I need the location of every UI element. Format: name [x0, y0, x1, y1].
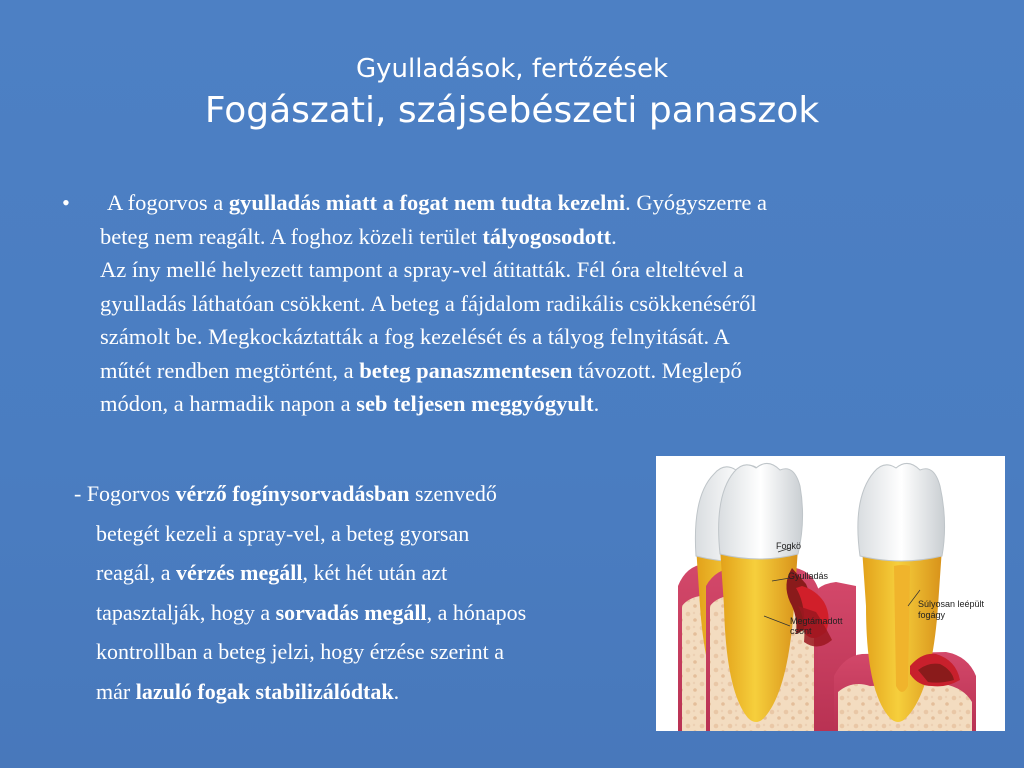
bullet-marker: •	[62, 190, 70, 215]
bold-text: vérzés megáll	[176, 560, 303, 585]
text-span: módon, a harmadik napon a	[100, 391, 357, 416]
bold-text: sorvadás megáll	[275, 599, 427, 625]
bold-text: tályogosodott	[482, 223, 612, 249]
text-span: kontrollban a beteg jelzi, hogy érzése szerint a	[96, 639, 505, 664]
dash-paragraph	[74, 474, 664, 711]
text-line	[74, 474, 664, 514]
bullet-paragraph	[62, 186, 962, 421]
label-fogko: Fogkö	[776, 541, 802, 551]
text-span: betegét kezeli a spray-vel, a beteg gyorsan	[96, 520, 470, 546]
text-line	[100, 253, 962, 287]
text-line	[100, 387, 962, 421]
tooth-diagram-svg	[656, 456, 1005, 731]
bold-text: beteg panaszmentesen	[359, 357, 573, 383]
text-span: már	[96, 678, 136, 704]
text-span: - Fogorvos	[74, 481, 176, 506]
bold-text: lazuló fogak stabilizálódtak	[135, 678, 394, 704]
text-span: .	[393, 678, 400, 704]
title-block	[0, 52, 1024, 134]
bold-text: seb teljesen meggyógyult	[356, 391, 594, 416]
text-line	[74, 672, 664, 712]
text-span: műtét rendben megtörtént, a	[100, 357, 360, 383]
label-megtamadott-1: Megtámadott	[790, 616, 843, 626]
label-gyulladas: Gyulladás	[788, 571, 829, 581]
text-span: reagál, a	[96, 560, 176, 585]
text-line	[100, 320, 962, 354]
text-span: . Gyógyszerre a	[625, 190, 767, 215]
text-span: beteg nem reagált. A foghoz közeli terület	[100, 223, 483, 249]
tooth-illustration	[656, 456, 1005, 731]
label-megtamadott-2: csont	[790, 626, 812, 636]
text-line	[74, 553, 664, 593]
text-line	[107, 186, 962, 220]
text-line	[100, 220, 962, 254]
text-span: .	[611, 223, 617, 249]
slide-subtitle: Gyulladások, fertőzések	[355, 54, 669, 84]
text-span: gyulladás láthatóan csökkent. A beteg a fájdalom radikális csökkenéséről	[100, 290, 757, 316]
text-span: tapasztalják, hogy a	[96, 599, 276, 625]
text-span: A fogorvos a	[107, 190, 229, 215]
bold-text: vérző fogínysorvadásban	[175, 481, 410, 506]
bullet-text	[100, 186, 962, 421]
slide-title: Fogászati, szájsebészeti panaszok	[204, 90, 820, 131]
center-tooth-body	[706, 463, 832, 731]
text-span: szenvedő	[409, 481, 497, 506]
label-sulyosan-1: Súlyosan leépült	[918, 599, 985, 609]
text-line	[100, 287, 962, 321]
text-line	[74, 632, 664, 672]
text-span: .	[593, 391, 600, 416]
text-span: , a hónapos	[426, 599, 527, 625]
bold-text: gyulladás miatt a fogat nem tudta kezelni	[228, 190, 626, 215]
text-span: Az íny mellé helyezett tampont a spray-vel átitatták. Fél óra elteltével a	[100, 257, 744, 282]
text-line	[74, 514, 664, 554]
text-span: számolt be. Megkockáztatták a fog kezelését és a tályog felnyitását. A	[100, 324, 730, 349]
label-sulyosan-2: fogágy	[918, 610, 946, 620]
text-line	[100, 354, 962, 388]
text-line	[74, 593, 664, 633]
text-span: , két hét után azt	[302, 560, 448, 585]
text-span: távozott. Meglepő	[572, 357, 742, 383]
